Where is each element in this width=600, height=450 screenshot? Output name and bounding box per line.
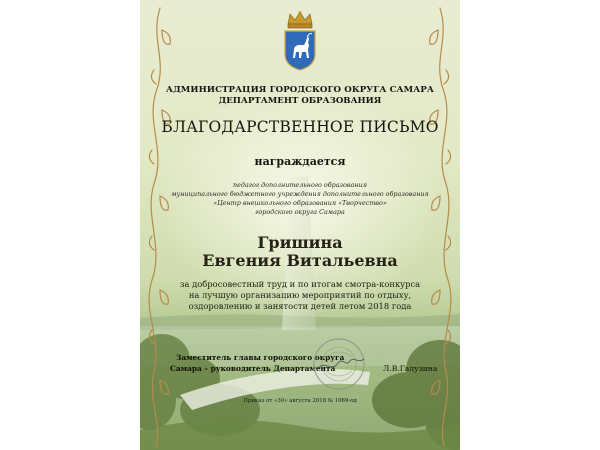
recipient-given-names: Евгения Витальевна bbox=[202, 251, 398, 270]
awarded-word: награждается bbox=[254, 155, 346, 168]
signatory-title-line: Заместитель главы городского округа bbox=[176, 353, 345, 362]
recipient-surname: Гришина bbox=[257, 233, 343, 252]
samara-coat-of-arms-icon bbox=[282, 10, 318, 72]
recipient-position-line: педагог дополнительного образования bbox=[233, 181, 367, 189]
recipient-position-line: городского округа Самара bbox=[255, 208, 345, 216]
merit-text-line: оздоровлению и занятости детей летом 2018 года bbox=[188, 301, 412, 311]
merit-text-line: на лучшую организацию мероприятий по отдыху, bbox=[188, 290, 412, 300]
organization-name: АДМИНИСТРАЦИЯ ГОРОДСКОГО ОКРУГА САМАРА bbox=[165, 85, 435, 95]
order-reference: Приказ от «30» августа 2018 № 1069-од bbox=[243, 398, 357, 404]
recipient-position-line: «Центр внешкольного образования «Творчество» bbox=[213, 199, 387, 207]
document-title: БЛАГОДАРСТВЕННОЕ ПИСЬМО bbox=[161, 118, 439, 136]
department-name: ДЕПАРТАМЕНТ ОБРАЗОВАНИЯ bbox=[218, 96, 382, 106]
signatory-title-line: Самара – руководитель Департамента bbox=[170, 364, 336, 373]
merit-text-line: за добросовестный труд и по итогам смотра-конкурса bbox=[179, 279, 421, 289]
certificate-sheet bbox=[140, 0, 460, 450]
department-seal-icon bbox=[312, 337, 366, 391]
signatory-name: Л.В.Галузина bbox=[383, 364, 438, 373]
recipient-position-line: муниципального бюджетного учреждения дополнительного образования bbox=[171, 190, 429, 198]
